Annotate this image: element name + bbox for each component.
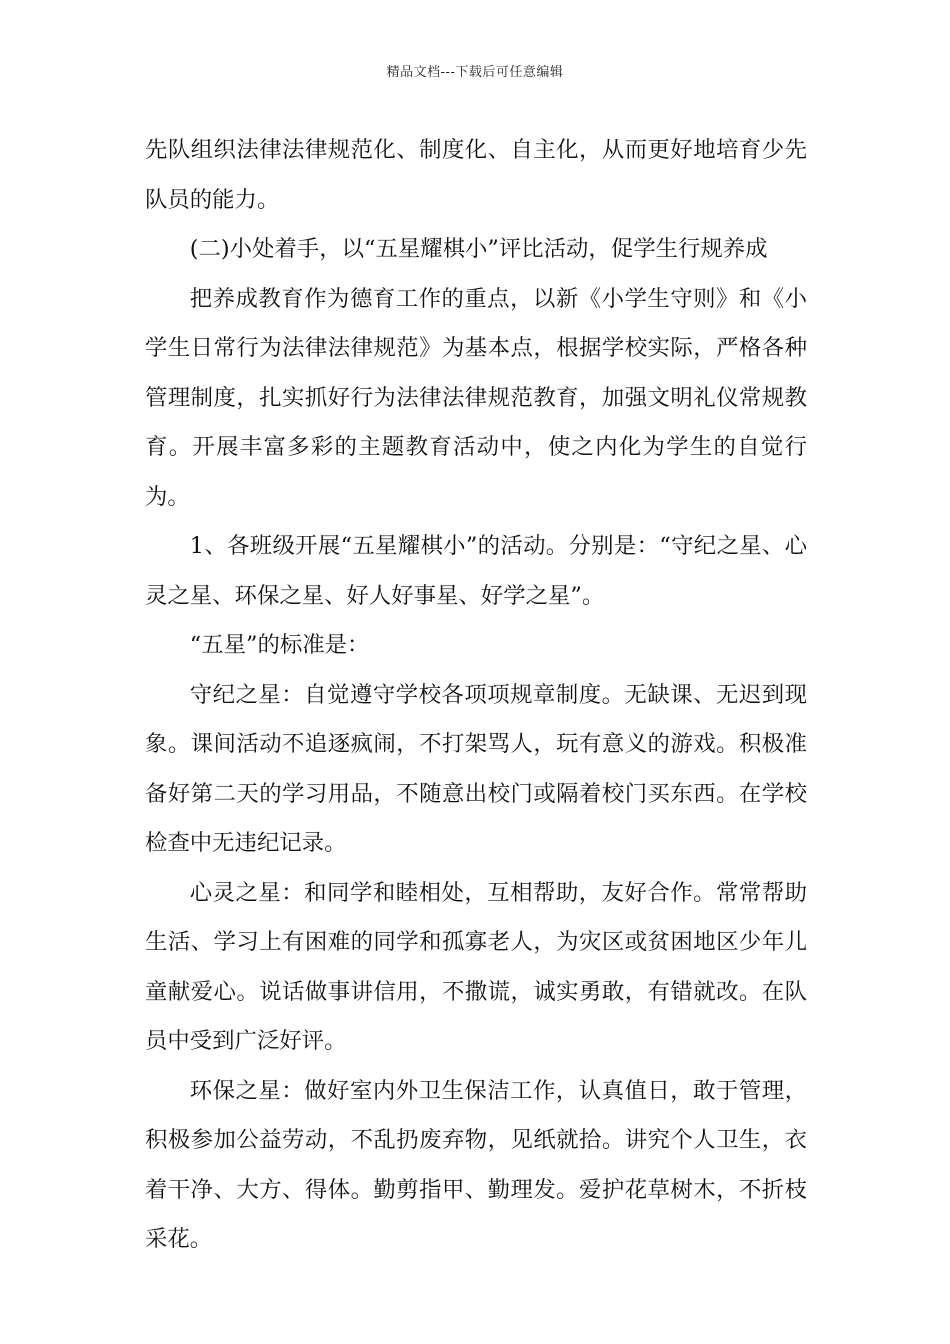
section-heading: (二)小处着手，以“五星耀棋小”评比活动，促学生行规养成	[189, 236, 768, 262]
paragraph: 环保之星：做好室内外卫生保洁工作，认真值日，敢于管理，积极参加公益劳动，不乱扔废弃物，见纸就拾。讲究个人卫生，衣着干净、大方、得体。勤剪指甲、勤理发。爱护花草树木，不折枝采花。	[145, 1077, 807, 1252]
document-body	[145, 126, 807, 1265]
paragraph: “五星”的标准是：	[189, 632, 370, 658]
paragraph: 1、各班级开展“五星耀棋小”的活动。分别是：“守纪之星、心灵之星、环保之星、好人好事星、好学之星”。	[145, 533, 807, 609]
paragraph: 先队组织法律法律规范化、制度化、自主化，从而更好地培育少先队员的能力。	[145, 137, 807, 213]
paragraph: 心灵之星：和同学和睦相处，互相帮助，友好合作。常常帮助生活、学习上有困难的同学和孤寡老人，为灾区或贫困地区少年儿童献爱心。说话做事讲信用，不撒谎，诚实勇敢，有错就改。在队员中受到广泛好评。	[145, 879, 807, 1054]
paragraph: 守纪之星：自觉遵守学校各项项规章制度。无缺课、无迟到现象。课间活动不追逐疯闹，不打架骂人，玩有意义的游戏。积极准备好第二天的学习用品，不随意出校门或隔着校门买东西。在学校检查中无违纪记录。	[145, 681, 807, 856]
paragraph: 把养成教育作为德育工作的重点，以新《小学生守则》和《小学生日常行为法律法律规范》为基本点，根据学校实际，严格各种管理制度，扎实抓好行为法律法律规范教育，加强文明礼仪常规教育。开展丰富多彩的主题教育活动中，使之内化为学生的自觉行为。	[145, 285, 807, 510]
page-header: 精品文档---下载后可任意编辑	[386, 65, 564, 80]
